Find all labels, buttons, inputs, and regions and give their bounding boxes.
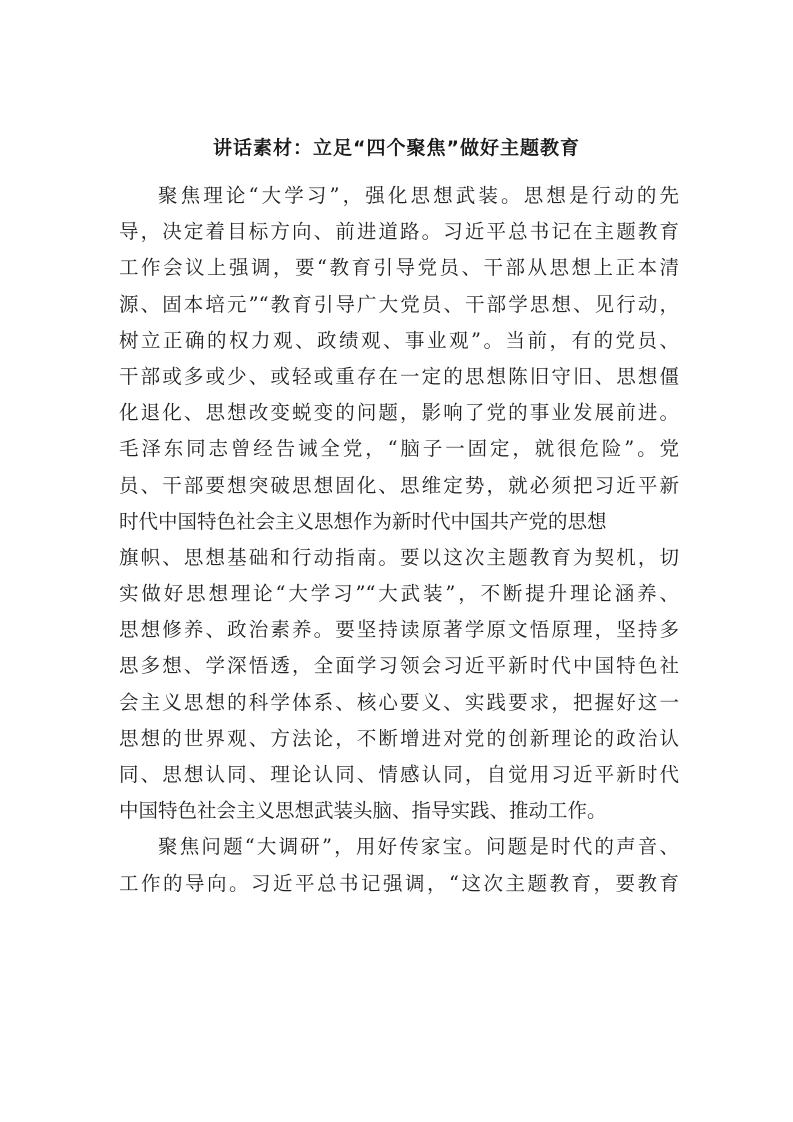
paragraph-line: 时代中国特色社会主义思想作为新时代中国共产党的思想 <box>119 509 607 533</box>
paragraph-line: 会主义思想的科学体系、核心要义、实践要求，把握好这一 <box>119 690 679 714</box>
paragraph-line: 源、固本培元”“教育引导广大党员、干部学思想、见行动， <box>119 292 679 316</box>
paragraph-line: 工作的导向。习近平总书记强调，“这次主题教育，要教育 <box>119 871 679 895</box>
document-title: 讲话素材：立足“四个聚焦”做好主题教育 <box>213 137 580 159</box>
paragraph-line: 思想的世界观、方法论，不断增进对党的创新理论的政治认 <box>119 726 679 750</box>
paragraph-line: 化退化、思想改变蜕变的问题，影响了党的事业发展前进。 <box>119 401 679 425</box>
paragraph-line: 毛泽东同志曾经告诫全党，“脑子一固定，就很危险”。党 <box>119 437 679 461</box>
paragraph-line: 思想修养、政治素养。要坚持读原著学原文悟原理，坚持多 <box>119 618 679 642</box>
paragraph-line: 树立正确的权力观、政绩观、事业观”。当前，有的党员、 <box>119 328 679 352</box>
document-body <box>119 178 679 902</box>
paragraph-line: 干部或多或少、或轻或重存在一定的思想陈旧守旧、思想僵 <box>119 364 679 388</box>
paragraph-line: 工作会议上强调，要“教育引导党员、干部从思想上正本清 <box>119 256 679 280</box>
paragraph-line: 旗帜、思想基础和行动指南。要以这次主题教育为契机，切 <box>119 545 679 569</box>
paragraph-line: 实做好思想理论“大学习”“大武装”，不断提升理论涵养、 <box>119 582 679 606</box>
paragraph-line: 同、思想认同、理论认同、情感认同，自觉用习近平新时代 <box>119 763 679 786</box>
paragraph-line: 导，决定着目标方向、前进道路。习近平总书记在主题教育 <box>119 220 679 244</box>
paragraph-line: 员、干部要想突破思想固化、思维定势，就必须把习近平新 <box>119 473 679 497</box>
paragraph-line: 聚焦问题“大调研”，用好传家宝。问题是时代的声音、 <box>158 835 679 859</box>
paragraph-line: 思多想、学深悟透，全面学习领会习近平新时代中国特色社 <box>119 654 679 678</box>
paragraph-line: 中国特色社会主义思想武装头脑、指导实践、推动工作。 <box>119 799 607 823</box>
paragraph-line: 聚焦理论“大学习”，强化思想武装。思想是行动的先 <box>158 184 679 207</box>
